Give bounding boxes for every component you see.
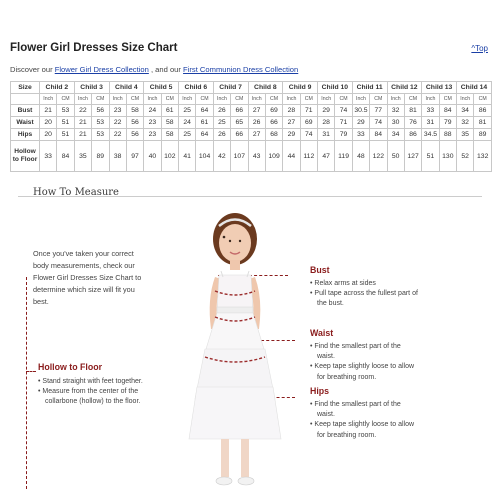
unit-header: Inch xyxy=(422,94,439,105)
table-cell: 74 xyxy=(370,117,387,129)
table-cell: 79 xyxy=(335,129,352,141)
table-cell: 97 xyxy=(126,141,143,172)
table-cell: 42 xyxy=(213,141,230,172)
unit-header: CM xyxy=(161,94,178,105)
table-cell: 66 xyxy=(231,129,248,141)
table-cell: 26 xyxy=(248,117,265,129)
table-cell: 34 xyxy=(387,129,404,141)
table-cell: 56 xyxy=(92,105,109,117)
table-cell: 30 xyxy=(387,117,404,129)
table-cell: 21 xyxy=(74,129,91,141)
col-header: Child 13 xyxy=(422,82,457,94)
unit-header: Inch xyxy=(387,94,404,105)
table-cell: 86 xyxy=(474,105,492,117)
table-cell: 71 xyxy=(335,117,352,129)
col-header: Child 9 xyxy=(283,82,318,94)
intro-text xyxy=(10,65,298,74)
table-cell: 79 xyxy=(439,117,456,129)
table-cell: 34.5 xyxy=(422,129,439,141)
unit-header: Inch xyxy=(457,94,474,105)
table-cell: 122 xyxy=(370,141,387,172)
unit-header: Inch xyxy=(40,94,57,105)
table-cell: 51 xyxy=(57,117,74,129)
unit-header: Inch xyxy=(144,94,161,105)
col-header: Child 6 xyxy=(179,82,214,94)
table-cell: 65 xyxy=(231,117,248,129)
table-cell: 58 xyxy=(161,117,178,129)
table-cell: 86 xyxy=(404,129,421,141)
waist-title: Waist xyxy=(310,328,334,338)
table-cell: 104 xyxy=(196,141,213,172)
unit-header: CM xyxy=(126,94,143,105)
table-cell: 69 xyxy=(300,117,317,129)
intro-mid: , and our xyxy=(148,65,184,74)
size-chart-table xyxy=(10,81,492,172)
waist-bullets xyxy=(310,342,415,383)
table-cell: 64 xyxy=(196,129,213,141)
hollow-title-tick xyxy=(26,371,36,372)
table-cell: 28 xyxy=(283,105,300,117)
table-cell: 47 xyxy=(318,141,335,172)
unit-header: CM xyxy=(370,94,387,105)
unit-header: CM xyxy=(196,94,213,105)
table-cell: 29 xyxy=(352,117,369,129)
unit-header: Inch xyxy=(179,94,196,105)
waist-bullet: • Keep tape slightly loose to allow for breathing room. xyxy=(310,363,415,381)
unit-header: CM xyxy=(439,94,456,105)
table-cell: 71 xyxy=(300,105,317,117)
unit-header: CM xyxy=(300,94,317,105)
table-cell: 109 xyxy=(265,141,282,172)
table-cell: 53 xyxy=(92,129,109,141)
table-cell: 28 xyxy=(318,117,335,129)
unit-header: CM xyxy=(404,94,421,105)
table-cell: 20 xyxy=(40,129,57,141)
table-cell: 44 xyxy=(283,141,300,172)
table-cell: 40 xyxy=(144,141,161,172)
table-cell: 27 xyxy=(283,117,300,129)
size-header: Size xyxy=(11,82,40,94)
hips-title: Hips xyxy=(310,386,330,396)
flower-girl-collection-link[interactable]: Flower Girl Dress Collection xyxy=(54,65,149,74)
table-cell: 31 xyxy=(422,117,439,129)
col-header: Child 14 xyxy=(457,82,492,94)
unit-header: Inch xyxy=(213,94,230,105)
table-cell: 32 xyxy=(387,105,404,117)
table-cell: 35 xyxy=(457,129,474,141)
bust-bullet: • Relax arms at sides xyxy=(310,280,376,287)
col-header: Child 4 xyxy=(109,82,144,94)
units-row-label xyxy=(11,94,40,105)
table-cell: 48 xyxy=(352,141,369,172)
row-label: Waist xyxy=(11,117,40,129)
intro-prefix: Discover our xyxy=(10,65,55,74)
table-cell: 66 xyxy=(231,105,248,117)
hollow-bullets xyxy=(38,377,148,408)
table-row xyxy=(11,141,492,172)
section-divider xyxy=(18,196,482,197)
unit-header: Inch xyxy=(248,94,265,105)
unit-header: CM xyxy=(231,94,248,105)
table-cell: 23 xyxy=(109,105,126,117)
unit-header: CM xyxy=(335,94,352,105)
table-cell: 69 xyxy=(265,105,282,117)
col-header: Child 2 xyxy=(40,82,75,94)
table-cell: 26 xyxy=(213,129,230,141)
hips-bullet: • Find the smallest part of the waist. xyxy=(310,401,401,419)
table-cell: 56 xyxy=(126,117,143,129)
table-cell: 25 xyxy=(179,105,196,117)
table-cell: 64 xyxy=(196,105,213,117)
table-cell: 34 xyxy=(457,105,474,117)
table-cell: 21 xyxy=(40,105,57,117)
table-cell: 22 xyxy=(109,117,126,129)
unit-header: CM xyxy=(474,94,492,105)
table-row xyxy=(11,117,492,129)
girl-in-dress-illustration xyxy=(175,199,295,494)
table-cell: 53 xyxy=(57,105,74,117)
table-cell: 102 xyxy=(161,141,178,172)
table-cell: 77 xyxy=(370,105,387,117)
table-cell: 74 xyxy=(335,105,352,117)
table-cell: 22 xyxy=(109,129,126,141)
hollow-guide-line xyxy=(26,277,27,489)
hips-bullets xyxy=(310,400,415,441)
table-cell: 20 xyxy=(40,117,57,129)
row-label: Hips xyxy=(11,129,40,141)
table-cell: 53 xyxy=(92,117,109,129)
first-communion-collection-link[interactable]: First Communion Dress Collection xyxy=(183,65,299,74)
col-header: Child 5 xyxy=(144,82,179,94)
bust-bullets xyxy=(310,279,420,310)
unit-header: CM xyxy=(92,94,109,105)
table-cell: 89 xyxy=(474,129,492,141)
col-header: Child 7 xyxy=(213,82,248,94)
table-cell: 81 xyxy=(404,105,421,117)
table-cell: 61 xyxy=(196,117,213,129)
table-cell: 30.5 xyxy=(352,105,369,117)
top-link[interactable]: ^Top xyxy=(471,44,488,53)
table-row xyxy=(11,129,492,141)
hollow-title: Hollow to Floor xyxy=(38,362,103,372)
table-cell: 66 xyxy=(265,117,282,129)
table-cell: 56 xyxy=(126,129,143,141)
table-cell: 29 xyxy=(283,129,300,141)
table-row xyxy=(11,105,492,117)
waist-bullet: • Find the smallest part of the waist. xyxy=(310,343,401,361)
table-cell: 74 xyxy=(300,129,317,141)
row-label: Bust xyxy=(11,105,40,117)
table-cell: 119 xyxy=(335,141,352,172)
unit-header: Inch xyxy=(318,94,335,105)
table-cell: 61 xyxy=(161,105,178,117)
table-cell: 84 xyxy=(370,129,387,141)
table-cell: 38 xyxy=(109,141,126,172)
table-cell: 25 xyxy=(179,129,196,141)
table-cell: 52 xyxy=(457,141,474,172)
page-title: Flower Girl Dresses Size Chart xyxy=(10,42,178,54)
table-cell: 107 xyxy=(231,141,248,172)
table-cell: 41 xyxy=(179,141,196,172)
measure-intro: Once you've taken your correct body measurements, check our Flower Girl Dresses Size Chart to determine which size will fit you best. xyxy=(33,249,142,306)
table-cell: 24 xyxy=(179,117,196,129)
table-cell: 32 xyxy=(457,117,474,129)
table-cell: 29 xyxy=(318,105,335,117)
table-cell: 112 xyxy=(300,141,317,172)
bust-bullet: • Pull tape across the fullest part of the bust. xyxy=(310,290,418,308)
col-header: Child 10 xyxy=(318,82,353,94)
table-cell: 50 xyxy=(387,141,404,172)
table-cell: 76 xyxy=(404,117,421,129)
table-cell: 23 xyxy=(144,117,161,129)
col-header: Child 3 xyxy=(74,82,109,94)
table-cell: 33 xyxy=(40,141,57,172)
table-cell: 58 xyxy=(126,105,143,117)
table-cell: 31 xyxy=(318,129,335,141)
table-cell: 43 xyxy=(248,141,265,172)
table-cell: 27 xyxy=(248,129,265,141)
unit-header: Inch xyxy=(352,94,369,105)
table-cell: 21 xyxy=(74,117,91,129)
table-cell: 22 xyxy=(74,105,91,117)
row-label: Hollow to Floor xyxy=(11,141,40,172)
table-cell: 33 xyxy=(422,105,439,117)
table-cell: 68 xyxy=(265,129,282,141)
table-cell: 33 xyxy=(352,129,369,141)
col-header: Child 8 xyxy=(248,82,283,94)
table-cell: 81 xyxy=(474,117,492,129)
table-cell: 24 xyxy=(144,105,161,117)
col-header: Child 12 xyxy=(387,82,422,94)
hips-bullet: • Keep tape slightly loose to allow for breathing room. xyxy=(310,421,415,439)
table-cell: 27 xyxy=(248,105,265,117)
col-header: Child 11 xyxy=(352,82,387,94)
units-row xyxy=(11,94,492,105)
table-cell: 89 xyxy=(92,141,109,172)
hollow-bullet: • Measure from the center of the collarbone (hollow) to the floor. xyxy=(38,388,141,406)
table-cell: 25 xyxy=(213,117,230,129)
unit-header: Inch xyxy=(74,94,91,105)
table-cell: 88 xyxy=(439,129,456,141)
table-cell: 127 xyxy=(404,141,421,172)
unit-header: Inch xyxy=(109,94,126,105)
unit-header: CM xyxy=(265,94,282,105)
how-to-measure-heading: How To Measure xyxy=(33,187,119,198)
table-cell: 132 xyxy=(474,141,492,172)
table-cell: 130 xyxy=(439,141,456,172)
table-cell: 26 xyxy=(213,105,230,117)
hollow-bullet: • Stand straight with feet together. xyxy=(38,378,143,385)
bust-title: Bust xyxy=(310,265,330,275)
table-header-row xyxy=(11,82,492,94)
table-cell: 35 xyxy=(74,141,91,172)
table-cell: 23 xyxy=(144,129,161,141)
table-cell: 84 xyxy=(57,141,74,172)
table-cell: 84 xyxy=(439,105,456,117)
table-cell: 51 xyxy=(422,141,439,172)
unit-header: Inch xyxy=(283,94,300,105)
table-cell: 58 xyxy=(161,129,178,141)
table-cell: 51 xyxy=(57,129,74,141)
unit-header: CM xyxy=(57,94,74,105)
